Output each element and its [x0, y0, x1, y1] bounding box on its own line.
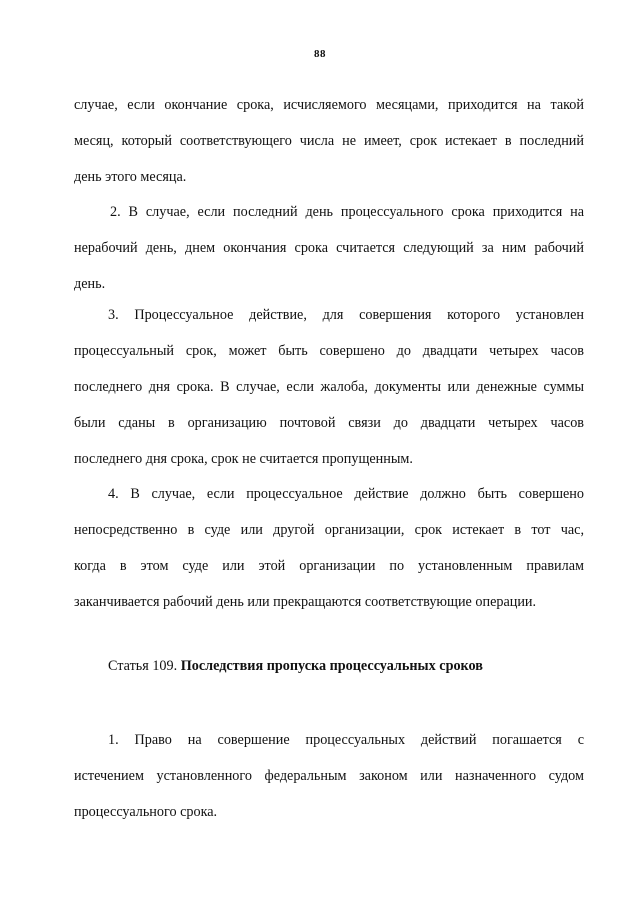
article-title: Последствия пропуска процессуальных сроков	[180, 658, 483, 674]
paragraph-2	[74, 203, 584, 311]
text-line: случае, если окончание срока, исчисляемого месяцами, приходится на такой	[74, 97, 584, 113]
text-line: нерабочий день, днем окончания срока считается следующий за ним рабочий	[74, 240, 584, 256]
text-line: истечением установленного федеральным законом или назначенного судом	[74, 768, 584, 784]
text-line: непосредственно в суде или другой организации, срок истекает в тот час,	[74, 522, 584, 538]
paragraph-3	[74, 306, 584, 486]
text-line: процессуального срока.	[74, 804, 218, 820]
text-line: 1. Право на совершение процессуальных действий погашается с	[108, 732, 584, 748]
text-line: когда в этом суде или этой организации по установленным правилам	[74, 558, 584, 574]
text-line: процессуальный срок, может быть совершено до двадцати четырех часов	[74, 343, 584, 359]
article-paragraph-1	[74, 731, 584, 839]
paragraph-4	[74, 485, 584, 629]
text-line: 4. В случае, если процессуальное действие должно быть совершено	[108, 486, 584, 502]
text-line: месяц, который соответствующего числа не имеет, срок истекает в последний	[74, 133, 584, 149]
text-line: заканчивается рабочий день или прекращаются соответствующие операции.	[74, 594, 537, 610]
text-line: были сданы в организацию почтовой связи до двадцати четырех часов	[74, 415, 584, 431]
text-line: день.	[74, 276, 106, 292]
article-label: Статья 109.	[108, 658, 178, 674]
text-line: 2. В случае, если последний день процессуального срока приходится на	[110, 204, 584, 220]
text-line: последнего дня срока. В случае, если жалоба, документы или денежные суммы	[74, 379, 584, 395]
paragraph-continuation	[74, 96, 584, 204]
text-line: последнего дня срока, срок не считается пропущенным.	[74, 451, 413, 467]
page-number: 88	[314, 48, 326, 60]
article-heading	[108, 657, 483, 675]
text-line: день этого месяца.	[74, 169, 187, 185]
text-line: 3. Процессуальное действие, для совершения которого установлен	[108, 307, 584, 323]
